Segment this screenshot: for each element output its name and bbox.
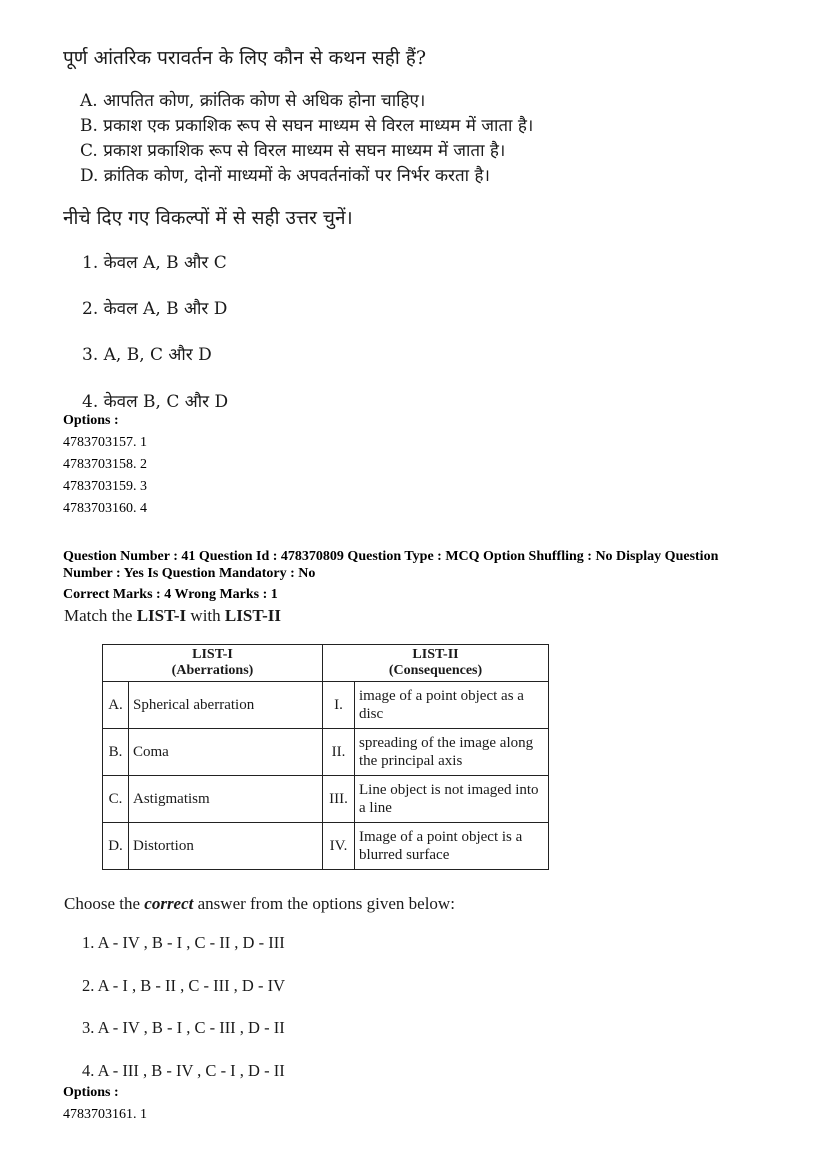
q41-instruction-emph: correct [144, 894, 194, 913]
q40-option-id-4: 4783703160. 4 [63, 501, 147, 516]
row-num: III. [323, 776, 355, 823]
q41-meta-line2: Number : Yes Is Question Mandatory : No [63, 566, 316, 581]
q41-stem-list2: LIST-II [224, 606, 281, 625]
table-row [103, 776, 549, 823]
row-desc: Image of a point object is a blurred surface [355, 823, 549, 870]
q41-choice-2: 2. A - I , B - II , C - III , D - IV [82, 976, 286, 995]
q40-option-id-1: 4783703157. 1 [63, 435, 147, 450]
q40-option-id-3: 4783703159. 3 [63, 479, 147, 494]
row-desc: image of a point object as a disc [355, 682, 549, 729]
q41-meta-line1: Question Number : 41 Question Id : 478370809 Question Type : MCQ Option Shuffling : No Display Question [63, 549, 719, 564]
list1-title: LIST-I [192, 647, 233, 662]
row-desc: spreading of the image along the principal axis [355, 729, 549, 776]
q41-stem [64, 606, 281, 626]
q40-stem: पूर्ण आंतरिक परावर्तन के लिए कौन से कथन सही हैं? [63, 47, 427, 69]
q41-instruction-prefix: Choose the [64, 894, 145, 913]
match-table-header [103, 645, 549, 682]
row-key: A. [103, 682, 129, 729]
row-key: B. [103, 729, 129, 776]
q40-options-label: Options : [63, 413, 119, 428]
row-num: I. [323, 682, 355, 729]
table-row [103, 682, 549, 729]
q41-option-id-1: 4783703161. 1 [63, 1107, 147, 1122]
row-item: Spherical aberration [129, 682, 323, 729]
q40-statement-a: A. आपतित कोण, क्रांतिक कोण से अधिक होना चाहिए। [80, 91, 426, 111]
q40-statement-b: B. प्रकाश एक प्रकाशिक रूप से सघन माध्यम से विरल माध्यम में जाता है। [80, 116, 534, 136]
q41-options-label: Options : [63, 1085, 119, 1100]
q41-stem-mid: with [186, 606, 225, 625]
q40-statement-d: D. क्रांतिक कोण, दोनों माध्यमों के अपवर्तनांकों पर निर्भर करता है। [80, 166, 490, 186]
q40-instruction: नीचे दिए गए विकल्पों में से सही उत्तर चुनें। [63, 207, 353, 229]
row-num: II. [323, 729, 355, 776]
q41-stem-list1: LIST-I [136, 606, 187, 625]
row-desc: Line object is not imaged into a line [355, 776, 549, 823]
list2-title: LIST-II [412, 647, 459, 662]
q40-choice-4: 4. केवल B, C और D [82, 392, 229, 412]
list1-subtitle: (Aberrations) [171, 663, 254, 678]
q41-instruction [64, 894, 455, 914]
row-item: Coma [129, 729, 323, 776]
q41-choice-4: 4. A - III , B - IV , C - I , D - II [82, 1061, 285, 1080]
table-row [103, 729, 549, 776]
row-key: D. [103, 823, 129, 870]
q40-choice-1: 1. केवल A, B और C [82, 253, 227, 273]
list1-header [103, 645, 323, 682]
q40-statement-c: C. प्रकाश प्रकाशिक रूप से विरल माध्यम से सघन माध्यम में जाता है। [80, 141, 506, 161]
row-num: IV. [323, 823, 355, 870]
match-table [102, 644, 549, 870]
row-key: C. [103, 776, 129, 823]
q41-marks: Correct Marks : 4 Wrong Marks : 1 [63, 587, 278, 602]
list2-header [323, 645, 549, 682]
table-row [103, 823, 549, 870]
list2-subtitle: (Consequences) [388, 663, 483, 678]
q40-choice-2: 2. केवल A, B और D [82, 299, 228, 319]
row-item: Astigmatism [129, 776, 323, 823]
q40-choice-3: 3. A, B, C और D [82, 345, 212, 365]
q41-stem-prefix: Match the [64, 606, 137, 625]
q40-option-id-2: 4783703158. 2 [63, 457, 147, 472]
q41-choice-3: 3. A - IV , B - I , C - III , D - II [82, 1018, 285, 1037]
row-item: Distortion [129, 823, 323, 870]
q41-choice-1: 1. A - IV , B - I , C - II , D - III [82, 933, 285, 952]
q41-instruction-suffix: answer from the options given below: [193, 894, 455, 913]
